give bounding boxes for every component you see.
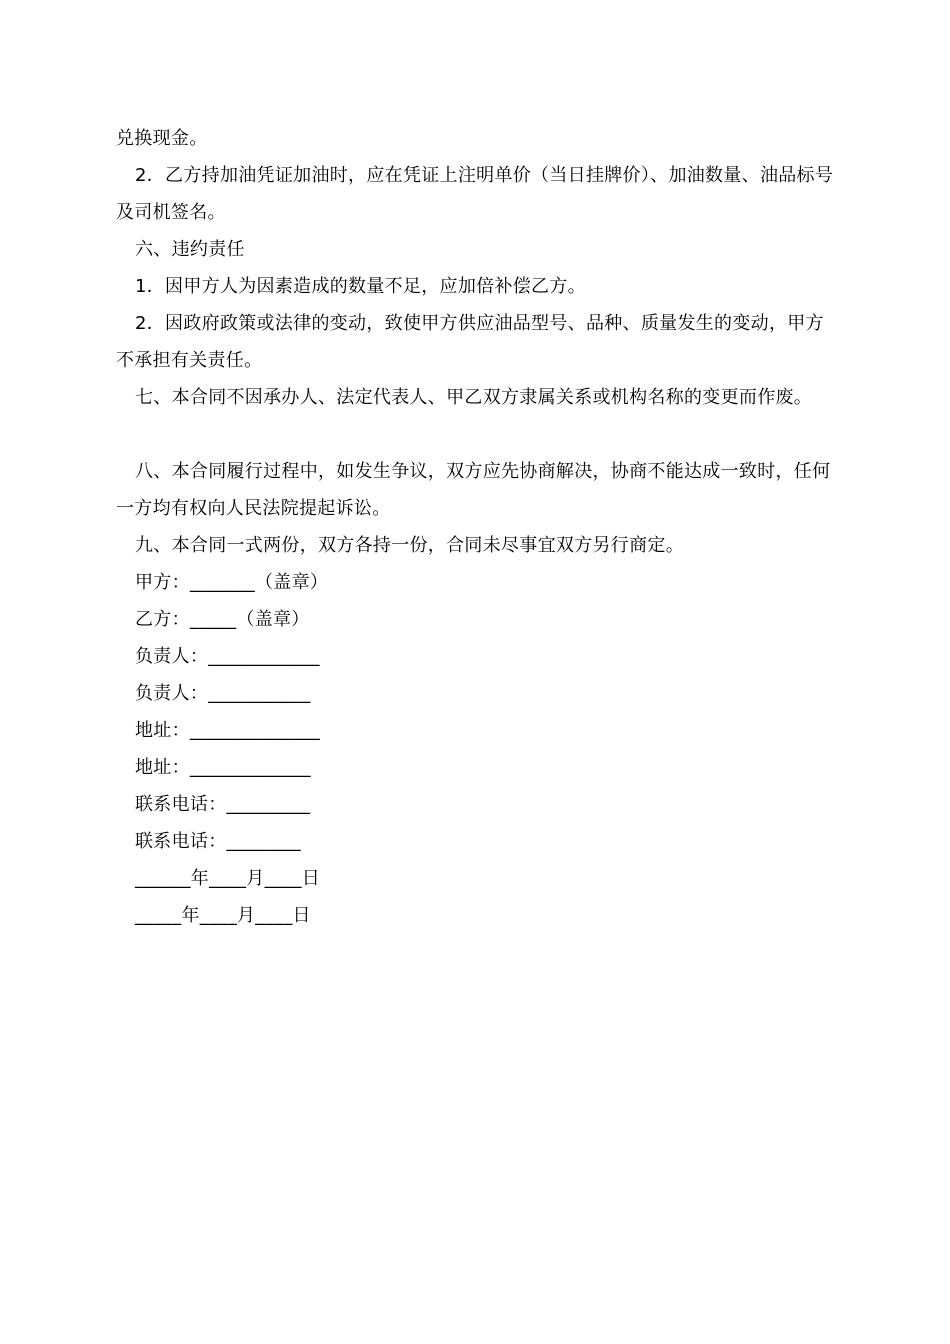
section-heading-breach-liability: 六、违约责任: [135, 239, 245, 260]
party-b-representative-line: 负责人：___________: [135, 683, 311, 704]
party-b-date-line: _____年____月____日: [135, 905, 311, 926]
document-body: [116, 120, 836, 934]
paragraph-clause-9: 九、本合同一式两份，双方各持一份，合同未尽事宜双方另行商定。: [135, 535, 684, 556]
blank-line: [116, 416, 836, 453]
party-b-address-line: 地址：_____________: [135, 757, 311, 778]
paragraph-clause-7: 七、本合同不因承办人、法定代表人、甲乙双方隶属关系或机构名称的变更而作废。: [135, 387, 813, 408]
paragraph-clause-8: 八、本合同履行过程中，如发生争议，双方应先协商解决，协商不能达成一致时，任何一方均有权向人民法院提起诉讼。: [116, 461, 831, 519]
paragraph-clause-5-2: 2．乙方持加油凭证加油时，应在凭证上注明单价（当日挂牌价）、加油数量、油品标号及司机签名。: [116, 165, 834, 223]
paragraph-clause-6-2: 2．因政府政策或法律的变动，致使甲方供应油品型号、品种、质量发生的变动，甲方不承担有关责任。: [116, 313, 824, 371]
party-b-seal-line: 乙方：_____（盖章）: [135, 609, 310, 630]
signature-block: [116, 564, 836, 934]
paragraph-continuation: 兑换现金。: [116, 128, 208, 149]
party-a-seal-line: 甲方：_______（盖章）: [135, 572, 329, 593]
party-a-phone-line: 联系电话：_________: [135, 794, 311, 815]
party-a-date-line: ______年____月____日: [135, 868, 321, 889]
party-a-address-line: 地址：______________: [135, 720, 321, 741]
party-a-representative-line: 负责人：____________: [135, 646, 320, 667]
paragraph-clause-6-1: 1．因甲方人为因素造成的数量不足，应加倍补偿乙方。: [135, 276, 586, 297]
party-b-phone-line: 联系电话：________: [135, 831, 301, 852]
